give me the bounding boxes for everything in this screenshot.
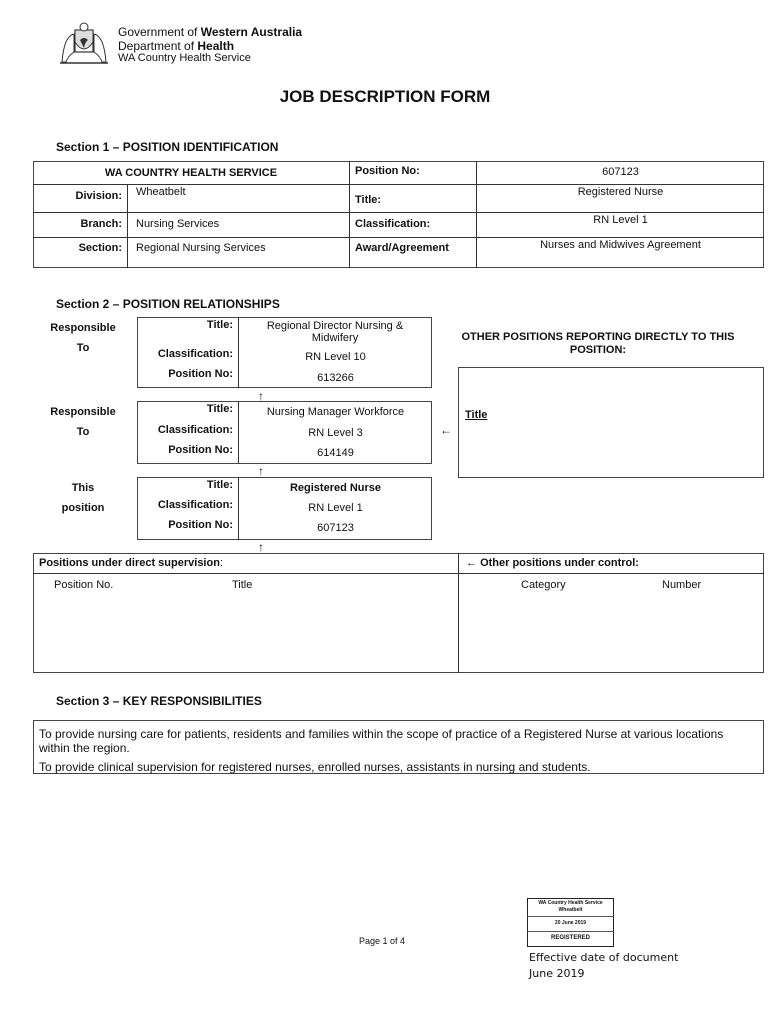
responsibility-2: To provide clinical supervision for registered nurses, enrolled nurses, assistants in nursing and students. [39,760,591,774]
other-control-label [466,557,639,569]
box2-title-label: Title: [206,403,233,415]
stamp-date: 20 June 2019 [554,920,587,926]
arrow-up-icon: ↑ [258,389,264,403]
header-service: WA Country Health Service [118,52,251,64]
classification-value: RN Level 1 [593,214,648,226]
classification-label: Classification: [355,218,431,230]
box1-classification-label: Classification: [157,348,233,360]
arrow-left-icon: ← [440,423,452,437]
box1-title-label: Title: [206,319,233,331]
division-label: Division: [75,190,122,202]
other-positions-box [458,367,764,478]
box1-position-no-value: 613266 [317,372,354,384]
award-value: Nurses and Midwives Agreement [540,239,701,251]
gov-name: Western Australia [200,25,303,39]
box1-position-no-label: Position No: [168,368,233,380]
direct-supervision-text: Positions under direct supervision [39,557,220,569]
stamp-status: REGISTERED [550,935,590,941]
direct-supervision-colon: : [219,557,223,569]
box2-position-no-label: Position No: [168,444,233,456]
box3-title-value: Registered Nurse [289,482,382,494]
title-label: Title: [355,194,382,206]
responsibility-1: To provide nursing care for patients, residents and families within the scope of practice of a Registered Nurse at various locations within the region. [39,727,724,755]
award-label: Award/Agreement [355,242,449,254]
section-value: Regional Nursing Services [136,242,266,254]
header-government [118,25,302,39]
section-label: Section: [78,242,122,254]
stamp-line2: Wheatbelt [558,907,583,913]
col-category: Category [521,579,566,591]
dept-name: Health [197,39,235,53]
to-label-1: To [76,342,90,354]
supervision-table [33,553,764,673]
effective-date-label: Effective date of document [529,951,679,964]
responsible-label-2: Responsible [50,406,116,418]
header-department [118,39,234,53]
box3-position-no-label: Position No: [168,519,233,531]
effective-date-value: June 2019 [529,967,585,980]
direct-supervision-label [39,557,223,569]
position-no-value: 607123 [602,166,639,178]
this-label: This [71,482,95,494]
box3-classification-value: RN Level 1 [308,502,363,514]
page-title: JOB DESCRIPTION FORM [279,87,491,106]
box2-classification-label: Classification: [157,424,233,436]
gov-prefix: Government of [118,25,201,39]
col-number: Number [662,579,702,591]
other-title-label: Title [465,409,488,421]
division-value: Wheatbelt [136,186,186,198]
box3-position-no-value: 607123 [317,522,354,534]
box3-classification-label: Classification: [157,499,233,511]
section2-heading: Section 2 – POSITION RELATIONSHIPS [56,297,280,311]
box2-title-value: Nursing Manager Workforce [266,406,405,418]
position-label: position [61,502,105,514]
dept-prefix: Department of [118,39,198,53]
col-title: Title [232,579,253,591]
org-name: WA COUNTRY HEALTH SERVICE [104,167,278,179]
branch-value: Nursing Services [136,218,220,230]
box2-classification-value: RN Level 3 [308,427,363,439]
position-no-label: Position No: [355,165,420,177]
responsible-label-1: Responsible [50,322,116,334]
title-value: Registered Nurse [577,186,664,198]
box3-title-label: Title: [206,479,233,491]
section1-heading: Section 1 – POSITION IDENTIFICATION [56,140,279,154]
stamp-line1: WA Country Health Service [538,900,603,906]
other-positions-heading: OTHER POSITIONS REPORTING DIRECTLY TO THIS POSITION: [461,331,735,356]
box1-classification-value: RN Level 10 [305,351,366,363]
other-control-text: Other positions under control: [480,557,639,569]
col-position-no: Position No. [54,579,114,591]
arrow-up-icon: ↑ [258,540,264,554]
crest-logo [58,22,110,66]
box1-title-value: Regional Director Nursing & Midwifery [266,320,404,344]
branch-label: Branch: [80,218,122,230]
box2-position-no-value: 614149 [317,447,354,459]
to-label-2: To [76,426,90,438]
section3-heading: Section 3 – KEY RESPONSIBILITIES [56,694,262,708]
page-number: Page 1 of 4 [359,936,406,946]
arrow-left-icon: ← [466,557,477,569]
arrow-up-icon: ↑ [258,464,264,478]
